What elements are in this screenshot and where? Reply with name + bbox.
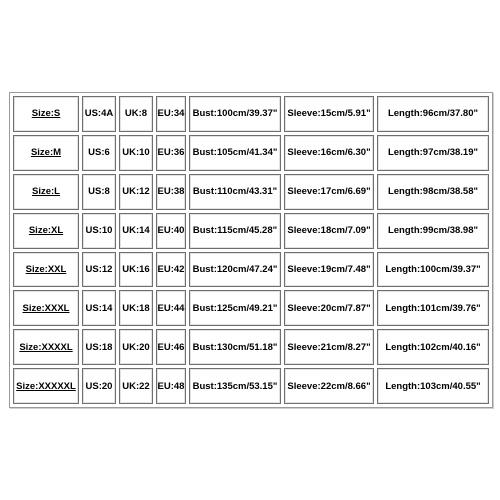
sleeve-cell: Sleeve:18cm/7.09" [284,213,374,249]
sleeve-cell: Sleeve:15cm/5.91" [284,96,374,132]
us-size-cell: US:6 [82,135,116,171]
eu-size-cell: EU:34 [156,96,186,132]
sleeve-cell: Sleeve:21cm/8.27" [284,329,374,365]
uk-size-cell: UK:16 [119,252,153,288]
bust-cell: Bust:130cm/51.18" [189,329,281,365]
table-row [13,135,489,171]
uk-size-cell: UK:12 [119,174,153,210]
bust-cell: Bust:105cm/41.34" [189,135,281,171]
table-row [13,96,489,132]
size-cell: Size:XXXXXL [13,368,79,404]
sleeve-cell: Sleeve:17cm/6.69" [284,174,374,210]
length-cell: Length:96cm/37.80" [377,96,489,132]
uk-size-cell: UK:8 [119,96,153,132]
eu-size-cell: EU:36 [156,135,186,171]
length-cell: Length:99cm/38.98" [377,213,489,249]
length-cell: Length:103cm/40.55" [377,368,489,404]
size-chart-table [9,92,493,408]
sleeve-cell: Sleeve:20cm/7.87" [284,290,374,326]
length-cell: Length:97cm/38.19" [377,135,489,171]
table-row [13,174,489,210]
size-cell: Size:M [13,135,79,171]
size-cell: Size:XL [13,213,79,249]
bust-cell: Bust:135cm/53.15" [189,368,281,404]
us-size-cell: US:8 [82,174,116,210]
bust-cell: Bust:120cm/47.24" [189,252,281,288]
size-cell: Size:XXL [13,252,79,288]
us-size-cell: US:10 [82,213,116,249]
table-row [13,290,489,326]
uk-size-cell: UK:18 [119,290,153,326]
uk-size-cell: UK:10 [119,135,153,171]
length-cell: Length:101cm/39.76" [377,290,489,326]
length-cell: Length:102cm/40.16" [377,329,489,365]
uk-size-cell: UK:14 [119,213,153,249]
sleeve-cell: Sleeve:22cm/8.66" [284,368,374,404]
us-size-cell: US:14 [82,290,116,326]
table-row [13,252,489,288]
eu-size-cell: EU:46 [156,329,186,365]
table-row [13,213,489,249]
eu-size-cell: EU:40 [156,213,186,249]
eu-size-cell: EU:48 [156,368,186,404]
table-row [13,368,489,404]
eu-size-cell: EU:38 [156,174,186,210]
length-cell: Length:100cm/39.37" [377,252,489,288]
us-size-cell: US:12 [82,252,116,288]
bust-cell: Bust:110cm/43.31" [189,174,281,210]
us-size-cell: US:20 [82,368,116,404]
uk-size-cell: UK:20 [119,329,153,365]
bust-cell: Bust:125cm/49.21" [189,290,281,326]
size-cell: Size:L [13,174,79,210]
bust-cell: Bust:115cm/45.28" [189,213,281,249]
us-size-cell: US:18 [82,329,116,365]
length-cell: Length:98cm/38.58" [377,174,489,210]
eu-size-cell: EU:44 [156,290,186,326]
size-cell: Size:S [13,96,79,132]
uk-size-cell: UK:22 [119,368,153,404]
sleeve-cell: Sleeve:16cm/6.30" [284,135,374,171]
table-row [13,329,489,365]
eu-size-cell: EU:42 [156,252,186,288]
sleeve-cell: Sleeve:19cm/7.48" [284,252,374,288]
us-size-cell: US:4A [82,96,116,132]
bust-cell: Bust:100cm/39.37" [189,96,281,132]
size-cell: Size:XXXL [13,290,79,326]
size-cell: Size:XXXXL [13,329,79,365]
